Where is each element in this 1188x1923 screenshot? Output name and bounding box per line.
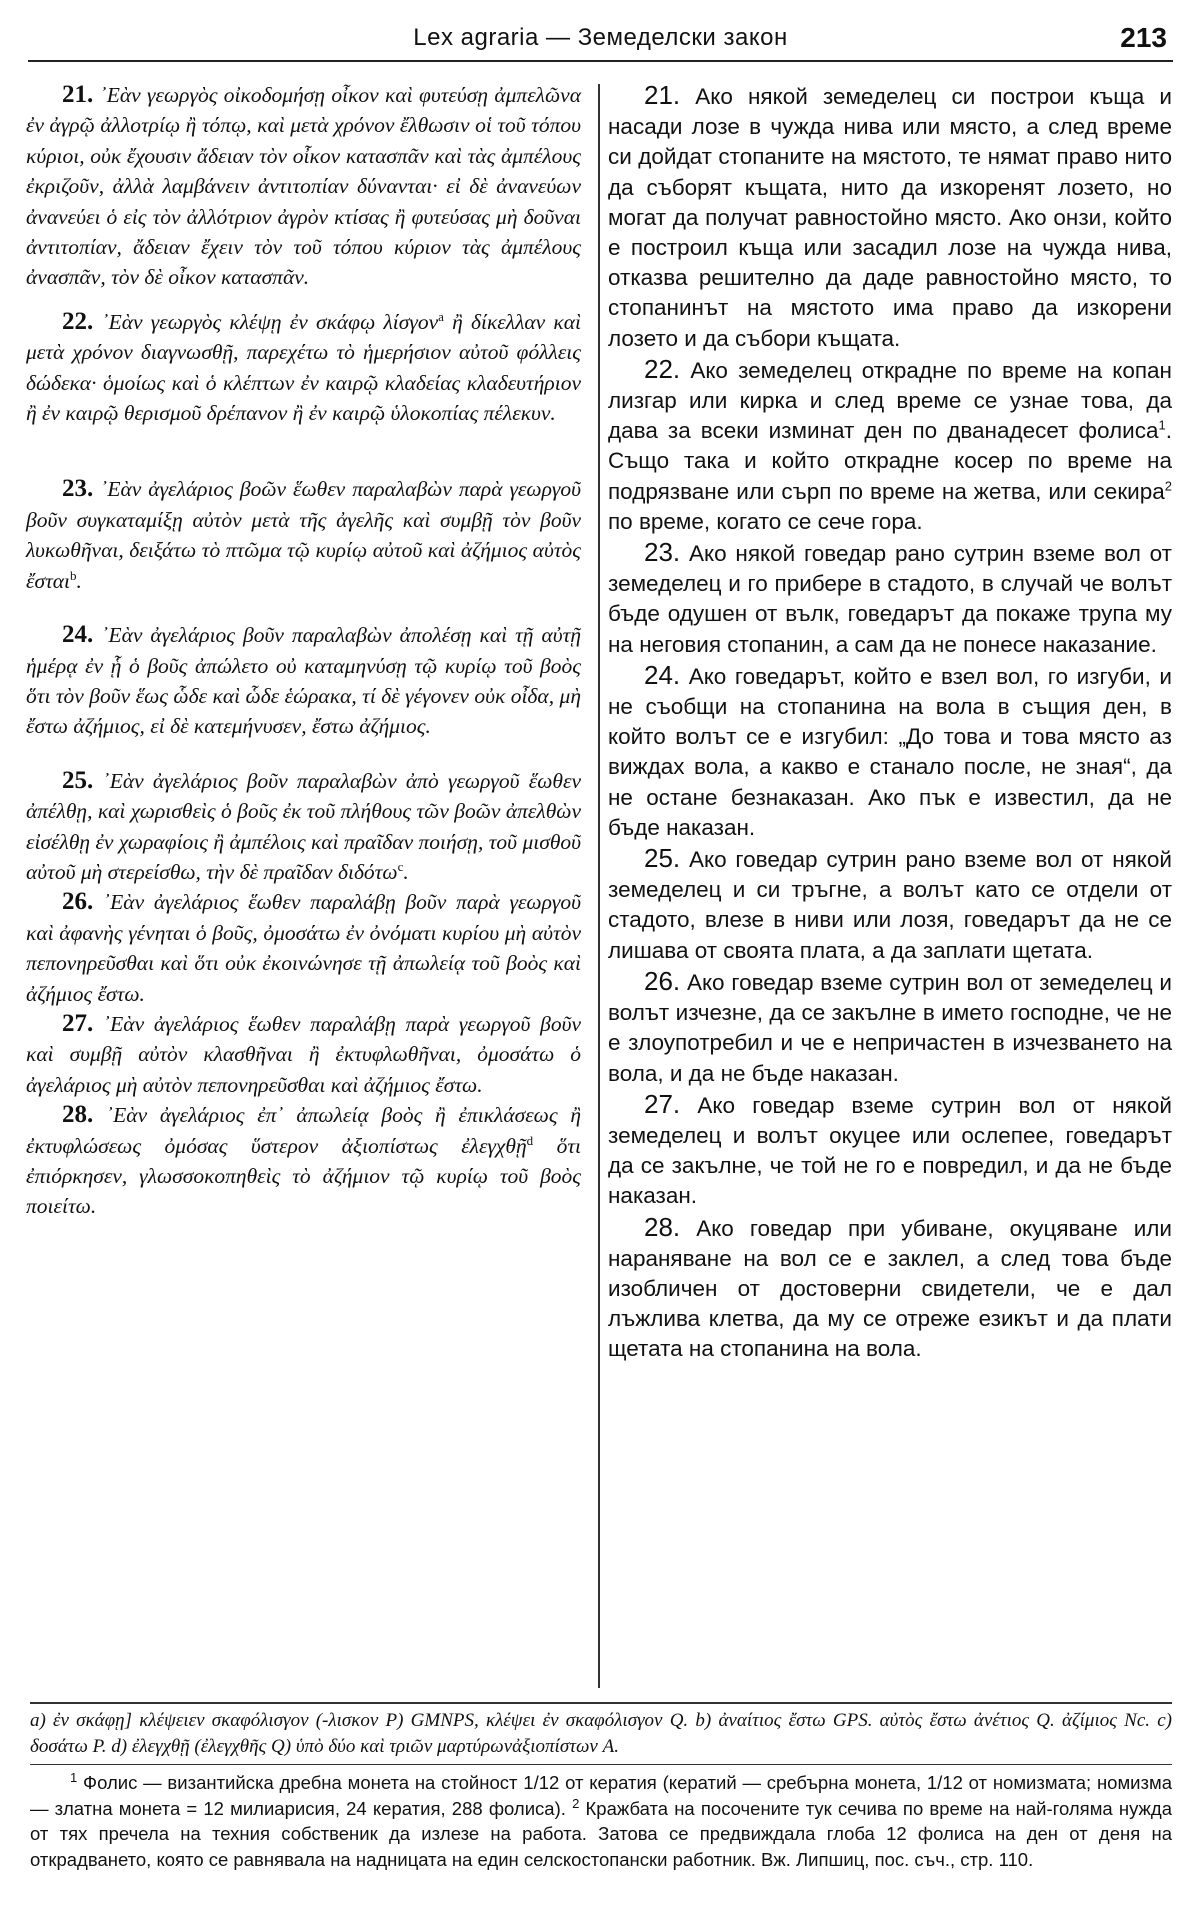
greek-paragraph-27: 27. ᾿Εὰν ἀγελάριος ἕωθεν παραλάβῃ παρὰ γεωργοῦ βοῦν καὶ συμβῇ αὐτὸν κλασθῆναι ἢ ἐκτυφλωθῆναι, ὀμοσάτω ὁ ἀγελάριος μὴ αὐτὸν πεπονηρεῦσθαι καὶ ἀζήμιος ἔστω. <box>26 1009 582 1097</box>
page-number: 213 <box>1120 22 1167 53</box>
footnote-rule <box>30 1764 1172 1765</box>
apparatus-marker: b <box>70 567 77 583</box>
footnote-marker: 1 <box>1158 417 1166 433</box>
bulgarian-paragraph-28: 28. Ако говедар при убиване, окуцяване или нараняване на вол се е заклел, а след това бъде изобличен от достоверни свидетели, че е дал лъжлива клетва, да му се отреже езикът и да плати щетата на стопанина на вола. <box>608 1211 1172 1362</box>
bulgarian-paragraph-24: 24. Ако говедарът, който е взел вол, го изгуби, и не съобщи на стопанина на вола в същия ден, в който волът се е изгубил: „До това и това място аз виждах вола, а какво е станало после, не зная“, да не остане безнаказан. Ако пък е известил, да не бъде наказан. <box>608 659 1172 840</box>
greek-paragraph-21: 21. ᾿Εὰν γεωργὸς οἰκοδομήσῃ οἶκον καὶ φυτεύσῃ ἀμπελῶνα ἐν ἀγρῷ ἀλλοτρίῳ ἢ τόπῳ, καὶ μετὰ χρόνον ἔλθωσιν οἱ τοῦ τόπου κύριοι, οὐκ ἔχουσιν ἄδειαν τὸν οἶκον κατασπᾶν καὶ τὰς ἀμπέλους ἐκριζοῦν, ἀλλὰ λαμβάνειν ἀντιτοπίαν δύνανται· εἰ δὲ ἀνανεύων ἀνανεύει ὁ εἰς τὸν ἀλλότριον ἀγρὸν κτίσας ἢ φυτεύσας μὴ δοῦναι ἀντιτοπίαν, ἄδειαν ἔχειν τὸν τοῦ τόπου κύριον τὰς ἀμπέλους ἀνασπᾶν, τὸν δὲ οἶκον κατασπᾶν. <box>26 81 581 290</box>
greek-column <box>26 80 581 1700</box>
apparatus-marker: a <box>438 308 444 324</box>
fraction: 1/12 <box>523 1772 560 1793</box>
bulgarian-paragraph-26: 26. Ако говедар вземе сутрин вол от земеделец и волът изчезне, да се закълне в името господне, че не е злоупотребил и че е непричастен в изчезването на вола, и да не бъде наказан. <box>608 965 1172 1086</box>
greek-paragraph-23: 23. ᾿Εὰν ἀγελάριος βοῶν ἕωθεν παραλαβὼν παρὰ γεωργοῦ βοῦν συγκαταμίξῃ αὐτὸν μετὰ τῆς ἀγελῆς καὶ συμβῇ τὸν βοῦν λυκωθῆναι, δειξάτω τὸ πτῶμα τῷ κυρίῳ αὐτοῦ καὶ ἀζήμιος αὐτὸς ἔσται$^b$. <box>26 475 581 593</box>
two-column-text <box>26 80 1172 1700</box>
fraction: 1/12 <box>926 1772 963 1793</box>
apparatus-marker: d <box>526 1132 534 1148</box>
bulgarian-paragraph-25: 25. Ако говедар сутрин рано вземе вол от някой земеделец и си тръгне, а волът като се отдели от стадото, влезе в ниви или лозя, говедарът да не се лишава от своята плата, а да заплати щетата. <box>608 843 1172 963</box>
column-divider <box>598 84 600 1688</box>
greek-paragraph-22: 22. ᾿Εὰν γεωργὸς κλέψῃ ἐν σκάφῳ λίσγον$^a$ ἢ δίκελλαν καὶ μετὰ χρόνον διαγνωσθῇ, παρεχέτω τὸ ἡμερήσιον αὐτοῦ φόλλεις δώδεκα· ὁμοίως καὶ ὁ κλέπτων ἐν καιρῷ κλαδείας κλαδευτήριον ἢ ἐν καιρῷ θερισμοῦ δρέπανον ἢ ἐν καιρῷ ὑλοκοπίας πέλεκυν. <box>26 307 581 426</box>
greek-paragraph-25: 25. ᾿Εὰν ἀγελάριος βοῦν παραλαβὼν ἀπὸ γεωργοῦ ἕωθεν ἀπέλθῃ, καὶ χωρισθεὶς ὁ βοῦς ἐκ τοῦ πλήθους τῶν βοῶν ἀπελθὼν εἰσέλθῃ ἐν χωραφίοις ἢ ἀμπέλοις καὶ πραῖδαν ποιήσῃ, τοῦ μισθοῦ αὐτοῦ μὴ στερείσθω, τὴν δὲ πραῖδαν διδότω$^c$. <box>26 766 582 884</box>
bulgarian-paragraph-22: 22. Ако земеделец открадне по време на копан лизгар или кирка и след време се узнае това, да дава за всеки изминат ден по дванадесет фолиса$^1$. Също така и който открадне косер по време на подрязване или сърп по време на жетва, или секира$^2$ по време, когато се сече гора. <box>608 353 1172 534</box>
page-header <box>28 14 1173 62</box>
footnote-marker: 2 <box>1164 478 1172 494</box>
bulgarian-paragraph-21: 21. Ако някой земеделец си построи къща и насади лозе в чужда нива или място, а след време си дойдат стопаните на мястото, те нямат право нито да съборят къщата, нито да изкоренят лозето, но могат да получат равностойно място. Ако онзи, който е построил къща или засадил лозе на чужда нива, отказва решително да даде равностойно място, то стопанинът на мястото има право да изкорени лозето и да събори къщата. <box>608 80 1172 351</box>
greek-paragraph-24: 24. ᾿Εὰν ἀγελάριος βοῦν παραλαβὼν ἀπολέσῃ καὶ τῇ αὐτῇ ἡμέρᾳ ἐν ᾗ ὁ βοῦς ἀπώλετο οὐ καταμηνύσῃ τῷ κυρίῳ τοῦ βοὸς ὅτι τὸν βοῦν ἕως ὧδε καὶ ὧδε ἑώρακα, τί δὲ γέγονεν οὐκ οἶδα, μὴ ἔστω ἀζήμιος, εἰ δὲ κατεμήνυσεν, ἔστω ἀζήμιος. <box>26 621 582 739</box>
footnote-1: $^1$ Фолис — византийска дребна монета на стойност 1/12 от кератия (кератий — сребърна монета, 1/12 от номизмата; номизма — златна монета = 12 милиарисия, 24 кератия, 288 фолиса). $^2$ Кражбата на посочените тук сечива по време на най-голяма нужда от тях пречела на техния собственик да излезе на работа. Затова се предвиждала глоба 12 фолиса на ден от деня на открадването, която се равнявала на надницата на един селскостопански работник. Вж. Липшиц, пос. съч., стр. 110. <box>30 1769 1173 1870</box>
running-title: Lex agraria — Земеделски закон <box>413 24 788 51</box>
apparatus-marker: c <box>397 858 404 874</box>
bulgarian-paragraph-23: 23. Ако някой говедар рано сутрин вземе вол от земеделец и го прибере в стадото, в случай че волът бъде одушен от вълк, говедарът да покаже трупа му на неговия стопанин, а сам да не понесе наказание. <box>608 537 1172 657</box>
footnotes <box>30 1770 1172 1872</box>
bulgarian-column <box>608 80 1172 1700</box>
greek-paragraph-28: 28. ᾿Εὰν ἀγελάριος ἐπ᾿ ἀπωλείᾳ βοὸς ἢ ἐπικλάσεως ἢ ἐκτυφλώσεως ὀμόσας ὕστερον ἀξιοπίστως ἐλεγχθῇ$^d$ ὅτι ἐπιόρκησεν, γλωσσοκοπηθεὶς τὸ ἀζήμιον τῷ κυρίῳ τοῦ βοὸς ποιείτω. <box>26 1101 581 1219</box>
bulgarian-paragraph-27: 27. Ако говедар вземе сутрин вол от някой земеделец и волът окуцее или ослепее, говедарът да се закълне, че той не го е повредил, и да не бъде наказан. <box>608 1088 1172 1209</box>
critical-apparatus: a) ἐν σκάφῃ] κλέψειεν σκαφόλισγον (-λισκον P) GMNPS, κλέψει ἐν σκαφόλισγον Q. b) ἀναίτιος ἔστω GPS. αὐτὸς ἔστω ἀνέτιος Q. ἀζίμιος Nc. c) δοσάτω P. d) ἐλεγχθῇ (ἐλεγχθῆς Q) ὑπὸ δύο καὶ τριῶν μαρτύρωνἀξιοπίστων A. <box>30 1710 1172 1757</box>
greek-paragraph-26: 26. ᾿Εὰν ἀγελάριος ἕωθεν παραλάβῃ βοῦν παρὰ γεωργοῦ καὶ ἀφανὴς γένηται ὁ βοῦς, ὀμοσάτω ἐν ὀνόματι κυρίου μὴ αὐτὸν πεπονηρεῦσθαι καὶ ὅτι οὐκ ἐκοινώνησε τῇ ἀπωλείᾳ τοῦ βοὸς καὶ ἀζήμιος ἔστω. <box>26 888 582 1006</box>
apparatus-rule <box>30 1702 1172 1704</box>
